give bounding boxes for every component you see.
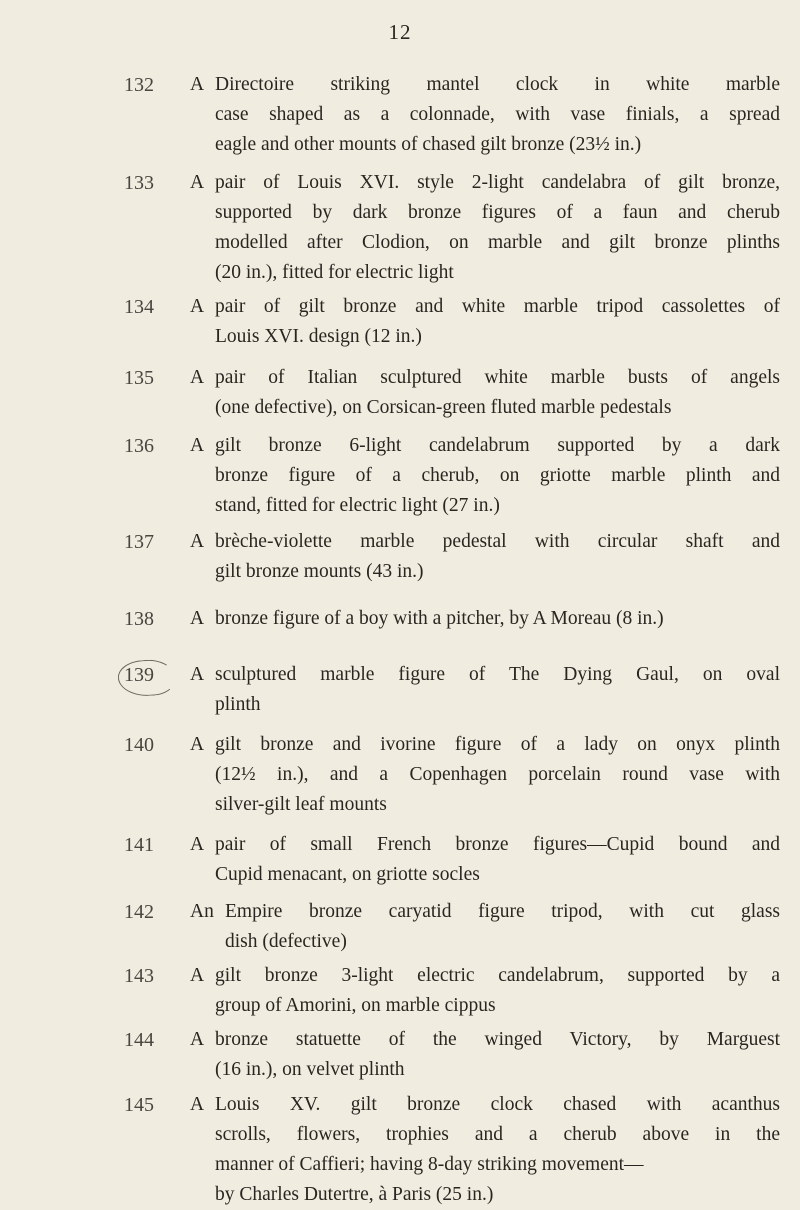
- lot-line: scrolls, flowers, trophies and a cherub above in the: [215, 1124, 780, 1145]
- lot-article: A: [190, 608, 205, 629]
- lot-article: A: [190, 834, 205, 855]
- lot-article: A: [190, 965, 205, 986]
- lot-article: A: [190, 296, 205, 317]
- lot-article: A: [190, 531, 205, 552]
- lot-description: [215, 660, 780, 720]
- lot-line: supported by dark bronze figures of a faun and cherub: [215, 202, 780, 223]
- lot-article: A: [190, 74, 205, 95]
- lot-line: eagle and other mounts of chased gilt bronze (23½ in.): [215, 134, 642, 155]
- lot-number: 145: [124, 1094, 154, 1116]
- lot-number: 139: [124, 664, 154, 686]
- lot-line: pair of Louis XVI. style 2-light candelabra of gilt bronze,: [215, 172, 780, 193]
- lot-article: A: [190, 367, 205, 388]
- lot-line: bronze figure of a boy with a pitcher, by A Moreau (8 in.): [215, 608, 664, 629]
- lot-article: A: [190, 1029, 205, 1050]
- lot-line: brèche-violette marble pedestal with circular shaft and: [215, 531, 780, 552]
- lot-number: 132: [124, 74, 154, 96]
- lot-line: bronze statuette of the winged Victory, by Marguest: [215, 1029, 780, 1050]
- lot-line: (one defective), on Corsican-green fluted marble pedestals: [215, 397, 672, 418]
- lot-line: Louis XVI. design (12 in.): [215, 326, 422, 347]
- lot-article: A: [190, 172, 205, 193]
- lot-number: 140: [124, 734, 154, 756]
- lot-article: A: [190, 664, 205, 685]
- lot-description: [215, 961, 780, 1021]
- lot-number: 134: [124, 296, 154, 318]
- lot-description: [215, 292, 780, 352]
- lot-description: [215, 604, 780, 634]
- lot-line: (12½ in.), and a Copenhagen porcelain round vase with: [215, 764, 780, 785]
- lot-description: [215, 1025, 780, 1085]
- lot-line: pair of gilt bronze and white marble tripod cassolettes of: [215, 296, 780, 317]
- lot-line: manner of Caffieri; having 8-day striking movement—: [215, 1154, 644, 1175]
- lot-line: plinth: [215, 694, 261, 715]
- lot-article: A: [190, 435, 205, 456]
- lot-line: gilt bronze mounts (43 in.): [215, 561, 424, 582]
- lot-line: pair of small French bronze figures—Cupid bound and: [215, 834, 780, 855]
- lot-number: 138: [124, 608, 154, 630]
- lot-article: An: [190, 901, 214, 922]
- lot-description: [215, 1090, 780, 1210]
- lot-number: 136: [124, 435, 154, 457]
- lot-line: modelled after Clodion, on marble and gilt bronze plinths: [215, 232, 780, 253]
- lot-line: bronze figure of a cherub, on griotte marble plinth and: [215, 465, 780, 486]
- lot-line: pair of Italian sculptured white marble busts of angels: [215, 367, 780, 388]
- lot-line: gilt bronze 3-light electric candelabrum, supported by a: [215, 965, 780, 986]
- lot-number: 137: [124, 531, 154, 553]
- lot-description: [225, 897, 780, 957]
- lot-line: by Charles Dutertre, à Paris (25 in.): [215, 1184, 494, 1205]
- lot-number: 135: [124, 367, 154, 389]
- lot-number: 144: [124, 1029, 154, 1051]
- lot-line: Cupid menacant, on griotte socles: [215, 864, 480, 885]
- lot-number: 142: [124, 901, 154, 923]
- lot-line: stand, fitted for electric light (27 in.): [215, 495, 500, 516]
- lot-description: [215, 431, 780, 521]
- lot-line: (16 in.), on velvet plinth: [215, 1059, 405, 1080]
- lot-line: Empire bronze caryatid figure tripod, with cut glass: [225, 901, 780, 922]
- lot-line: dish (defective): [225, 931, 347, 952]
- page-number: 12: [388, 20, 412, 44]
- lot-description: [215, 730, 780, 820]
- lot-line: Directoire striking mantel clock in white marble: [215, 74, 780, 95]
- lot-line: case shaped as a colonnade, with vase finials, a spread: [215, 104, 780, 125]
- lot-description: [215, 168, 780, 288]
- lot-description: [215, 830, 780, 890]
- lot-number: 133: [124, 172, 154, 194]
- lot-article: A: [190, 1094, 205, 1115]
- lot-line: sculptured marble figure of The Dying Gaul, on oval: [215, 664, 780, 685]
- lot-line: gilt bronze and ivorine figure of a lady on onyx plinth: [215, 734, 780, 755]
- lot-article: A: [190, 734, 205, 755]
- lot-line: silver-gilt leaf mounts: [215, 794, 387, 815]
- lot-description: [215, 363, 780, 423]
- lot-description: [215, 527, 780, 587]
- lot-line: group of Amorini, on marble cippus: [215, 995, 496, 1016]
- lot-description: [215, 70, 780, 160]
- lot-line: (20 in.), fitted for electric light: [215, 262, 454, 283]
- lot-number: 141: [124, 834, 154, 856]
- lot-line: gilt bronze 6-light candelabrum supported by a dark: [215, 435, 780, 456]
- lot-number: 143: [124, 965, 154, 987]
- lot-line: Louis XV. gilt bronze clock chased with acanthus: [215, 1094, 780, 1115]
